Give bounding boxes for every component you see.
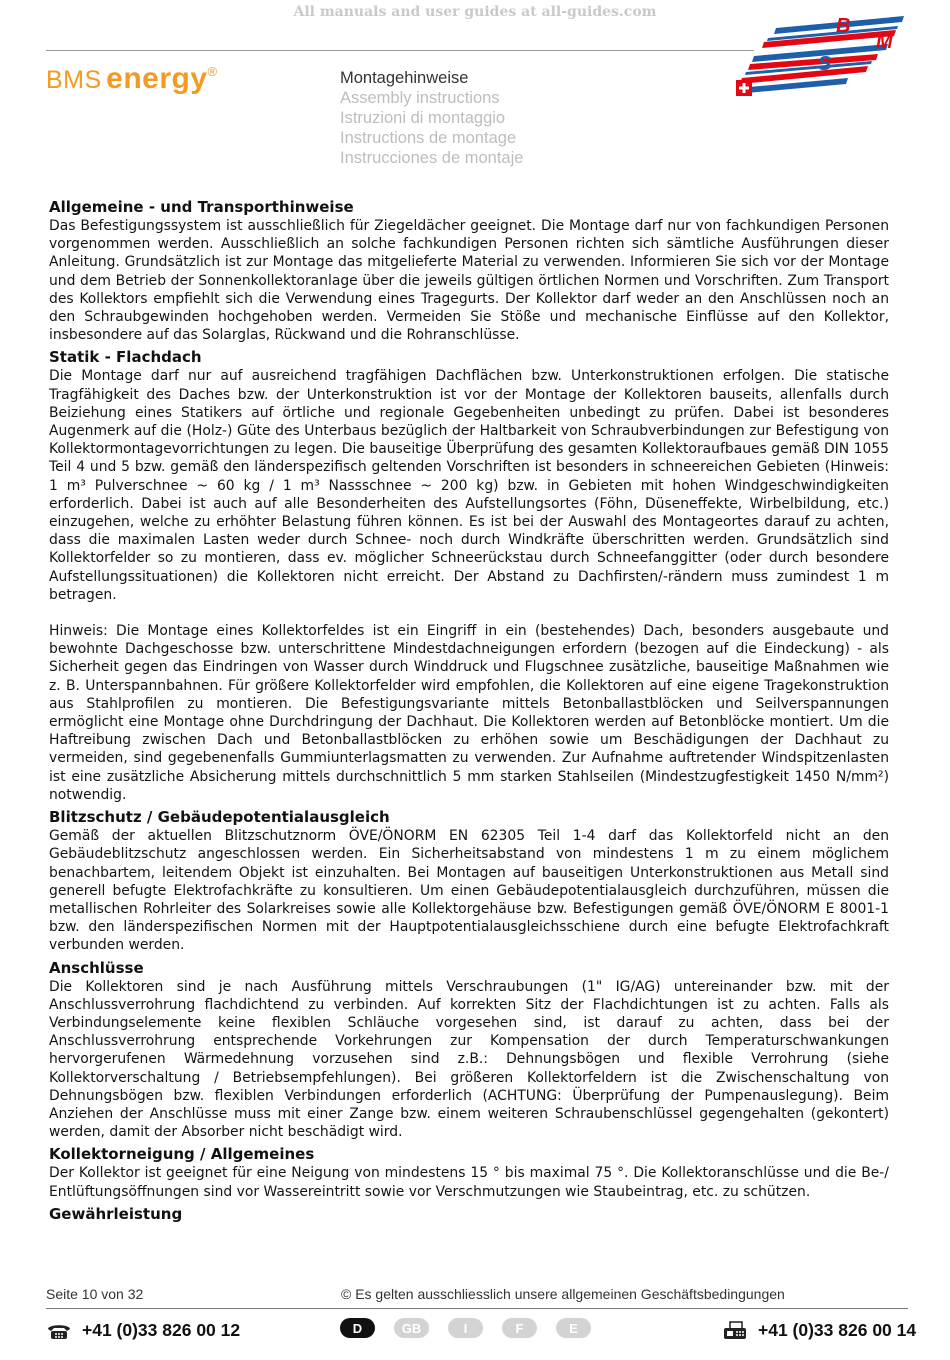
document-titles — [340, 68, 523, 168]
paragraph: Die Montage darf nur auf ausreichend tragfähigen Dachflächen bzw. Unterkonstruktionen erfolgen. Die statische Tragfähigkeit des Daches bzw. der Unterkonstruktion ist vor der Montage der Kollektoren bauseits, allenfalls durch Beiziehung eines Statikers auf örtliche und regionale Gegebenheiten unbedingt zu prüfen. Dabei ist besonderes Augenmerk auf die (Holz-) Güte des Unterbaus bezüglich der Haltbarkeit von Schraubverbindungen zur Befestigung von Kollektormontagevorrichtungen zu legen. Die bauseitige Überprüfung des gesamten Kollektoraufbaues gemäß DIN 1055 Teil 4 und 5 bzw. gemäß den länderspezifisch geltenden Vorschriften ist besonders in schneereichen Gebieten (Hinweis: 1 m³ Pulverschnee ~ 60 kg / 1 m³ Nassschnee ~ 200 kg) bzw. in Gebieten mit hohen Windgeschwindigkeiten erforderlich. Dabei ist auch auf alle Besonderheiten des Aufstellungsortes (Föhn, Düseneffekte, Wirbelbildung, etc.) einzugehen, welche zu erhöhter Belastung führen können. Es ist bei der Auswahl des Montageortes darauf zu achten, dass die maximalen Lasten weder durch Schnee- noch durch Windkräfte überschritten werden. Grundsätzlich sind Kollektorfelder so zu montieren, dass ev. möglicher Schneerückstau durch Schneefanggitter (oder durch besondere Aufstellungssituationen) die Kollektoren nicht erreicht. Der Abstand zu Dachfirsten/-rändern muss zumindest 1 m betragen. — [49, 368, 889, 603]
fax-number: +41 (0)33 826 00 14 — [758, 1320, 917, 1340]
language-tab-d[interactable]: D — [340, 1318, 375, 1338]
section-heading: Anschlüsse — [49, 958, 144, 977]
language-tab-gb[interactable]: GB — [394, 1318, 429, 1338]
paragraph: Das Befestigungssystem ist ausschließlich für Ziegeldächer geeignet. Die Montage darf nur von fachkundigen Personen vorgenommen werden. Ausschließlich an solche fachkundigen Personen richten sich sämtliche Ausführungen dieser Anleitung. Grundsätzlich ist zur Montage das mitgelieferte Material zu verwenden. Informieren Sie sich vor der Montage und dem Betrieb der Sonnenkollektoranlage über die jeweils gültigen örtlichen Normen und Vorschriften. Zum Transport des Kollektors empfiehlt sich die Verwendung eines Tragegurts. Der Kollektor darf weder an den Anschlüssen noch an den Schraubgewinden hochgehoben werden. Vermeiden Sie Stöße und mechanische Einflüsse auf den Kollektor, insbesondere auf das Solarglas, Rückwand und die Rohranschlüsse. — [49, 218, 889, 344]
section-heading: Allgemeine - und Transporthinweise — [49, 198, 354, 216]
terms-notice: © Es gelten ausschliesslich unsere allgemeinen Geschäftsbedingungen — [341, 1286, 785, 1302]
fax-icon — [722, 1321, 748, 1341]
telephone-icon — [46, 1321, 72, 1341]
section-heading: Kollektorneigung / Allgemeines — [49, 1145, 315, 1164]
title-italian: Istruzioni di montaggio — [340, 109, 506, 127]
footer-divider — [46, 1308, 908, 1309]
paragraph: Gemäß der aktuellen Blitzschutznorm ÖVE/ÖNORM EN 62305 Teil 1-4 darf das Kollektorfeld nicht an den Gebäudeblitzschutz angeschlossen werden. Ein Sicherheitsabstand von mindestens 1 m zu einem möglichem benachbartem, leitendem Objekt ist einzuhalten. Bei Montagen auf bauseitigen Unterkonstruktionen aus Metall sind generell befugte Elektrofachkräfte zu konsultieren. Um einen Gebäudepotentialausgleich durchzuführen, müssen die metallischen Rohrleiter des Solarkreises sowie alle Kollektorgehäuse bzw. Befestigungen gemäß ÖVE/ÖNORM E 8001-1 bzw. den länderspezifischen Normen mit der Hauptpotentialausgleichsschiene durch eine befugte Elektrofachkraft verbunden werden. — [49, 828, 889, 954]
section-heading: Blitzschutz / Gebäudepotentialausgleich — [49, 808, 390, 827]
language-tab-e[interactable]: E — [556, 1318, 591, 1338]
section-heading: Statik - Flachdach — [49, 348, 202, 367]
bms-swiss-logo — [728, 8, 908, 104]
title-spanish: Instrucciones de montaje — [340, 149, 524, 167]
page-number: Seite 10 von 32 — [46, 1286, 144, 1302]
language-tab-f[interactable]: F — [502, 1318, 537, 1338]
document-body — [49, 197, 889, 1224]
registered-mark: ® — [207, 64, 218, 79]
title-english: Assembly instructions — [340, 89, 500, 107]
fax-contact — [722, 1320, 916, 1341]
header-divider — [46, 50, 754, 51]
section-heading: Gewährleistung — [49, 1204, 183, 1223]
phone-contact — [46, 1320, 240, 1341]
title-french: Instructions de montage — [340, 129, 517, 147]
language-selector — [340, 1318, 591, 1338]
brand-logo — [46, 62, 217, 96]
paragraph: Die Kollektoren sind je nach Ausführung mittels Verschraubungen (1" IG/AG) untereinander bzw. mit der Anschlussverrohrung flachdichtend zu verbinden. Auf korrekten Sitz der Flachdichtungen ist zu achten. Falls als Verbindungselemente keine flexiblen Schläuche vorgesehen sind, ist darauf zu achten, dass bei der Anschlussverrohrung entsprechende Vorkehrungen zur Kompensation der durch Temperaturschwankungen hervorgerufenen Wärmedehnung vorzusehen sind z.B.: Dehnungsbögen und flexible Verrohrung (siehe Kollektorverschaltung / Betriebsempfehlungen). Bei größeren Kollektorfeldern ist die Zwischenschaltung von Dehnungsbögen bzw. flexiblen Verbindungen erforderlich (ACHTUNG: Überprüfung der Pumpenauslegung). Beim Anziehen der Anschlüsse muss mit einer Zange bzw. einem weiteren Schraubenschlüssel gegengehalten (gekontert) werden, damit der Absorber nicht beschädigt wird. — [49, 978, 889, 1141]
logo-letter-m: M — [876, 31, 893, 53]
phone-number: +41 (0)33 826 00 12 — [82, 1320, 241, 1340]
watermark: All manuals and user guides at all-guides.com — [293, 4, 657, 20]
brand-name-part2: energy — [106, 62, 208, 95]
language-tab-i[interactable]: I — [448, 1318, 483, 1338]
logo-letter-b: B — [836, 15, 851, 37]
title-german: Montagehinweise — [340, 69, 469, 87]
paragraph: Der Kollektor ist geeignet für eine Neigung von mindestens 15 ° bis maximal 75 °. Die Kollektoranschlüsse und die Be-/ Entlüftungsöffnungen sind vor Wassereintritt sowie vor Verschmutzungen wie Staubeintrag, etc. zu schützen. — [49, 1165, 889, 1200]
brand-name-part1: BMS — [46, 66, 102, 94]
paragraph: Hinweis: Die Montage eines Kollektorfeldes ist ein Eingriff in ein (bestehendes) Dach, besonders ausgebaute und bewohnte Dachgeschosse bzw. unterschrittene Mindestdachneigungen erfordern (bezogen auf die Eindeckung) - als Sicherheit gegen das Eindringen von Wasser durch Winddruck und Flugschnee zusätzliche, bauseitige Maßnahmen wie z. B. Unterspannbahnen. Für größere Kollektorfelder wird empfohlen, die Kollektoren auf eine eigene Tragekonstruktion aus Stahlprofilen zu montieren. Die Befestigungsvariante mittels Betonballastblöcken und Seilverspannungen ermöglicht eine Montage ohne Durchdringung der Dachhaut. Die Kollektoren werden auf Betonblöcke montiert. Um die Haftreibung zwischen Dach und Betonballastblöcken zu erhöhen sowie um Beschädigungen der Dachhaut zu vermeiden, sind gegebenenfalls Gummiunterlagsmatten zu verwenden. Zur Aufnahme auftretender Windspitzenlasten ist eine zusätzliche Absicherung mittels durchschnittlich 5 mm starken Stahlseilen (Mindestzugfestigkeit 1450 N/mm²) notwendig. — [49, 623, 889, 803]
logo-letter-s: S — [818, 53, 832, 75]
